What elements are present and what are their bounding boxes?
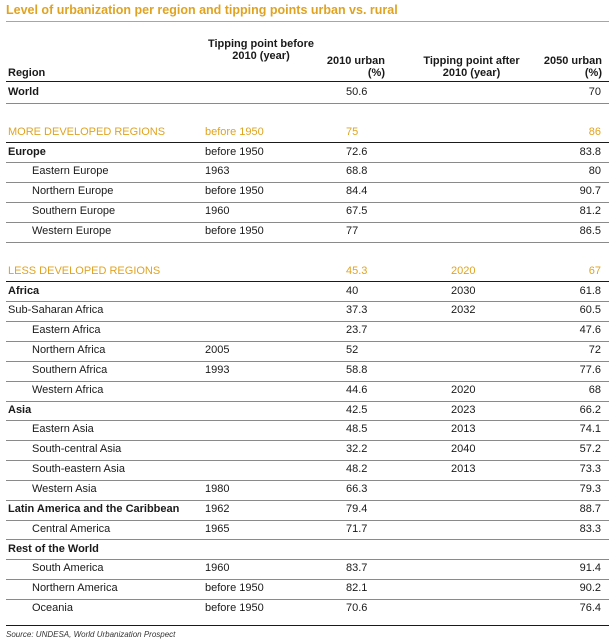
- tipping-before-cell: before 1950: [205, 582, 264, 595]
- table-row: [6, 361, 609, 382]
- col-header-tipping-after-text: Tipping point after 2010 (year): [423, 55, 520, 79]
- urban-2050-cell: 76.4: [579, 602, 601, 615]
- urban-2050-cell: 83.3: [579, 522, 601, 535]
- urban-2050-cell: 66.2: [579, 403, 601, 416]
- urban-2010-cell: 67.5: [346, 205, 368, 218]
- table-row: [6, 202, 609, 223]
- table-row: [6, 401, 609, 422]
- region-cell: Oceania: [32, 602, 73, 615]
- tipping-after-cell: 2040: [451, 443, 476, 456]
- urban-2050-cell: 72: [588, 344, 601, 357]
- urban-2010-cell: 68.8: [346, 165, 368, 178]
- tipping-before-cell: before 1950: [205, 125, 264, 138]
- tipping-before-cell: 1965: [205, 522, 230, 535]
- col-header-urban-2010-text: 2010 urban (%): [326, 55, 385, 79]
- table-row: [6, 301, 609, 322]
- urban-2010-cell: 77: [346, 224, 359, 237]
- urban-2010-cell: 58.8: [346, 363, 368, 376]
- urban-2050-cell: 79.3: [579, 483, 601, 495]
- region-cell: South-eastern Asia: [32, 463, 125, 476]
- urban-2050-cell: 73.3: [579, 463, 601, 476]
- region-cell: Europe: [8, 145, 46, 158]
- tipping-after-cell: 2032: [451, 304, 476, 317]
- urban-2010-cell: 32.2: [346, 443, 368, 456]
- urban-2010-cell: 66.3: [346, 483, 368, 495]
- urban-2010-cell: 48.5: [346, 423, 368, 436]
- table-row: [6, 420, 609, 441]
- tipping-before-cell: before 1950: [205, 145, 264, 158]
- tipping-before-cell: before 1950: [205, 602, 264, 615]
- col-header-tipping-before-text: Tipping point before 2010 (year): [207, 38, 315, 62]
- col-header-tipping-after: [414, 55, 529, 79]
- urban-2010-cell: 48.2: [346, 463, 368, 476]
- urban-2010-cell: 79.4: [346, 502, 368, 515]
- urban-2050-cell: 60.5: [579, 304, 601, 317]
- tipping-before-cell: 2005: [205, 344, 230, 357]
- urban-2050-cell: 57.2: [579, 443, 601, 456]
- urban-2050-cell: 86.5: [579, 224, 601, 237]
- col-header-urban-2050-text: 2050 urban (%): [543, 55, 602, 79]
- table-row: [6, 103, 609, 123]
- tipping-after-cell: 2023: [451, 403, 476, 416]
- source-divider: [6, 625, 609, 626]
- urban-2010-cell: 70.6: [346, 602, 368, 615]
- urban-2010-cell: 75: [346, 125, 359, 138]
- tipping-before-cell: before 1950: [205, 224, 264, 237]
- tipping-before-cell: 1993: [205, 363, 230, 376]
- region-cell: Northern Africa: [32, 344, 106, 357]
- region-cell: Western Africa: [32, 383, 104, 396]
- col-header-region: Region: [8, 67, 46, 79]
- urban-2050-cell: 83.8: [579, 145, 601, 158]
- region-cell: Asia: [8, 403, 32, 416]
- table-row: [6, 282, 609, 303]
- region-cell: LESS DEVELOPED REGIONS: [8, 264, 161, 277]
- table-row: [6, 143, 609, 164]
- urban-2010-cell: 44.6: [346, 383, 368, 396]
- urban-2050-cell: 88.7: [579, 502, 601, 515]
- col-header-urban-2050: [540, 55, 602, 79]
- tipping-after-cell: 2020: [451, 264, 476, 277]
- table-row: [6, 460, 609, 481]
- urban-2010-cell: 72.6: [346, 145, 368, 158]
- urban-2010-cell: 37.3: [346, 304, 368, 317]
- table-row: [6, 123, 609, 144]
- urban-2050-cell: 74.1: [579, 423, 601, 436]
- region-cell: South America: [32, 562, 104, 575]
- table-row: [6, 321, 609, 342]
- urban-2050-cell: 80: [588, 165, 601, 178]
- table-row: [6, 341, 609, 362]
- region-cell: Sub-Saharan Africa: [8, 304, 104, 317]
- urban-2050-cell: 81.2: [579, 205, 601, 218]
- urban-2010-cell: 84.4: [346, 185, 368, 198]
- source-note: Source: UNDESA, World Urbanization Prospect: [6, 630, 176, 639]
- region-cell: Africa: [8, 284, 40, 297]
- urban-2010-cell: 40: [346, 284, 359, 297]
- tipping-after-cell: 2013: [451, 463, 476, 476]
- urban-2050-cell: 90.7: [579, 185, 601, 198]
- urban-2010-cell: 83.7: [346, 562, 368, 575]
- urban-2050-cell: 90.2: [579, 582, 601, 595]
- table-row: [6, 162, 609, 183]
- region-cell: Eastern Asia: [32, 423, 94, 436]
- table-row: [6, 579, 609, 600]
- region-cell: Central America: [32, 522, 111, 535]
- region-cell: Southern Europe: [32, 205, 116, 218]
- table-row: [6, 381, 609, 402]
- page-title: Level of urbanization per region and tipping points urban vs. rural: [6, 3, 398, 17]
- urban-2050-cell: 91.4: [579, 562, 601, 575]
- table-row: [6, 599, 609, 619]
- region-cell: South-central Asia: [32, 443, 122, 456]
- urban-2010-cell: 45.3: [346, 264, 368, 277]
- table-row: [6, 480, 609, 501]
- tipping-before-cell: 1963: [205, 165, 230, 178]
- urban-2010-cell: 42.5: [346, 403, 368, 416]
- tipping-after-cell: 2013: [451, 423, 476, 436]
- urban-2050-cell: 61.8: [579, 284, 601, 297]
- urban-2050-cell: 70: [588, 86, 601, 98]
- urban-2010-cell: 52: [346, 344, 359, 357]
- table-row: [6, 262, 609, 283]
- col-header-urban-2010: [320, 55, 385, 79]
- region-cell: Northern America: [32, 582, 118, 595]
- table-row: [6, 440, 609, 461]
- urban-2010-cell: 82.1: [346, 582, 368, 595]
- region-cell: Rest of the World: [8, 542, 99, 555]
- tipping-before-cell: 1960: [205, 562, 230, 575]
- table-row: [6, 559, 609, 580]
- region-cell: MORE DEVELOPED REGIONS: [8, 125, 166, 138]
- table-row: [6, 520, 609, 541]
- region-cell: Eastern Africa: [32, 324, 101, 337]
- table-row: [6, 540, 609, 561]
- table-row: [6, 182, 609, 203]
- tipping-after-cell: 2030: [451, 284, 476, 297]
- region-cell: Western Europe: [32, 224, 112, 237]
- tipping-before-cell: 1960: [205, 205, 230, 218]
- table-row: [6, 500, 609, 521]
- region-cell: Latin America and the Caribbean: [8, 502, 180, 515]
- table-row: [6, 242, 609, 262]
- urban-2050-cell: 68: [588, 383, 601, 396]
- region-cell: World: [8, 86, 39, 98]
- urban-2010-cell: 23.7: [346, 324, 368, 337]
- tipping-before-cell: 1962: [205, 502, 230, 515]
- tipping-before-cell: before 1950: [205, 185, 264, 198]
- urban-2010-cell: 71.7: [346, 522, 368, 535]
- region-cell: Western Asia: [32, 483, 97, 495]
- urban-2050-cell: 47.6: [579, 324, 601, 337]
- title-divider: [6, 21, 609, 22]
- urban-2050-cell: 77.6: [579, 363, 601, 376]
- table-row: [6, 222, 609, 243]
- urban-2010-cell: 50.6: [346, 86, 368, 98]
- urban-2050-cell: 86: [588, 125, 601, 138]
- table-row: [6, 83, 609, 104]
- region-cell: Southern Africa: [32, 363, 108, 376]
- col-header-tipping-before: [206, 38, 316, 62]
- urban-2050-cell: 67: [588, 264, 601, 277]
- tipping-before-cell: 1980: [205, 483, 230, 495]
- tipping-after-cell: 2020: [451, 383, 476, 396]
- header-divider: [6, 81, 609, 82]
- region-cell: Eastern Europe: [32, 165, 109, 178]
- region-cell: Northern Europe: [32, 185, 114, 198]
